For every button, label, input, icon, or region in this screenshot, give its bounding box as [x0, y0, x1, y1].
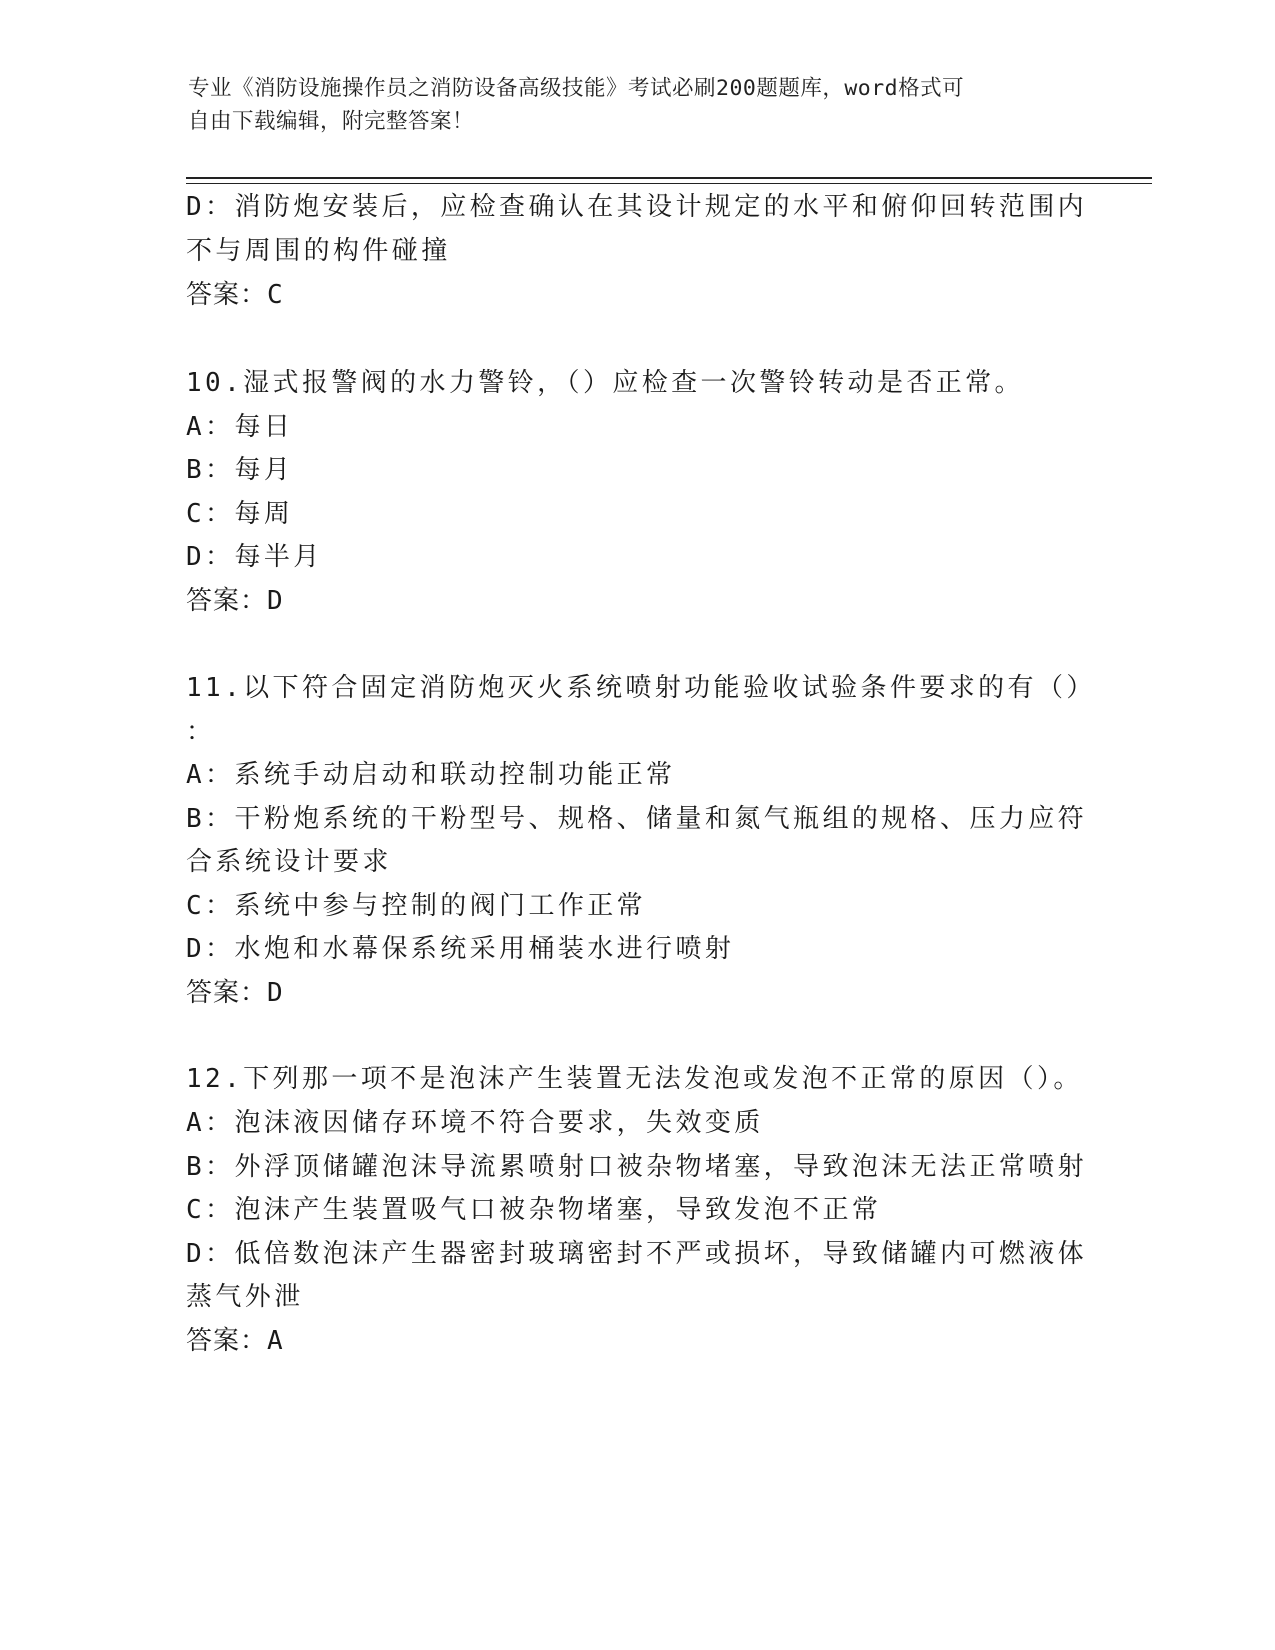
header-line-1: 专业《消防设施操作员之消防设备高级技能》考试必刷200题题库，word格式可 [188, 76, 965, 101]
prev-answer [186, 278, 286, 312]
question-10-answer [186, 584, 286, 618]
question-12-answer [186, 1324, 286, 1358]
prev-option-d-line-2: 不与周围的构件碰撞 [186, 236, 451, 266]
prev-option-d-line-1: D：消防炮安装后，应检查确认在其设计规定的水平和俯仰回转范围内 [186, 192, 1088, 222]
answer-value: C [267, 280, 287, 310]
question-11-option-b-line-2: 合系统设计要求 [186, 847, 392, 877]
question-11-stem-line-2: ： [186, 717, 216, 747]
question-12-option-c: C：泡沫产生装置吸气口被杂物堵塞，导致发泡不正常 [186, 1195, 882, 1225]
question-12-option-d-line-2: 蒸气外泄 [186, 1282, 304, 1312]
header-divider-thick [186, 177, 1152, 179]
header-divider-thin [186, 183, 1152, 184]
question-11-answer [186, 976, 286, 1010]
answer-label: 答案： [186, 280, 268, 310]
question-10-stem: 10.湿式报警阀的水力警铃，（）应检查一次警铃转动是否正常。 [186, 368, 1024, 398]
header-line-2: 自由下载编辑，附完整答案！ [188, 109, 475, 134]
answer-label: 答案： [186, 978, 268, 1008]
question-11-option-b-line-1: B：干粉炮系统的干粉型号、规格、储量和氮气瓶组的规格、压力应符 [186, 804, 1088, 834]
question-10-option-a: A：每日 [186, 412, 294, 442]
answer-value: D [267, 586, 287, 616]
answer-value: D [267, 978, 287, 1008]
question-12-stem: 12.下列那一项不是泡沫产生装置无法发泡或发泡不正常的原因（）。 [186, 1064, 1083, 1094]
question-10-option-d: D：每半月 [186, 542, 323, 572]
document-header [188, 72, 1068, 138]
question-12-option-d-line-1: D：低倍数泡沫产生器密封玻璃密封不严或损坏，导致储罐内可燃液体 [186, 1239, 1088, 1269]
question-10-option-c: C：每周 [186, 499, 294, 529]
question-10-option-b: B：每月 [186, 455, 294, 485]
question-12-option-b: B：外浮顶储罐泡沫导流累喷射口被杂物堵塞，导致泡沫无法正常喷射 [186, 1152, 1088, 1182]
question-12-option-a: A：泡沫液因储存环境不符合要求，失效变质 [186, 1108, 764, 1138]
question-11-option-c: C：系统中参与控制的阀门工作正常 [186, 891, 647, 921]
answer-value: A [267, 1326, 287, 1356]
answer-label: 答案： [186, 1326, 268, 1356]
answer-label: 答案： [186, 586, 268, 616]
question-11-option-a: A：系统手动启动和联动控制功能正常 [186, 760, 676, 790]
question-11-option-d: D：水炮和水幕保系统采用桶装水进行喷射 [186, 934, 735, 964]
question-11-stem-line-1: 11.以下符合固定消防炮灭火系统喷射功能验收试验条件要求的有（） [186, 673, 1096, 703]
